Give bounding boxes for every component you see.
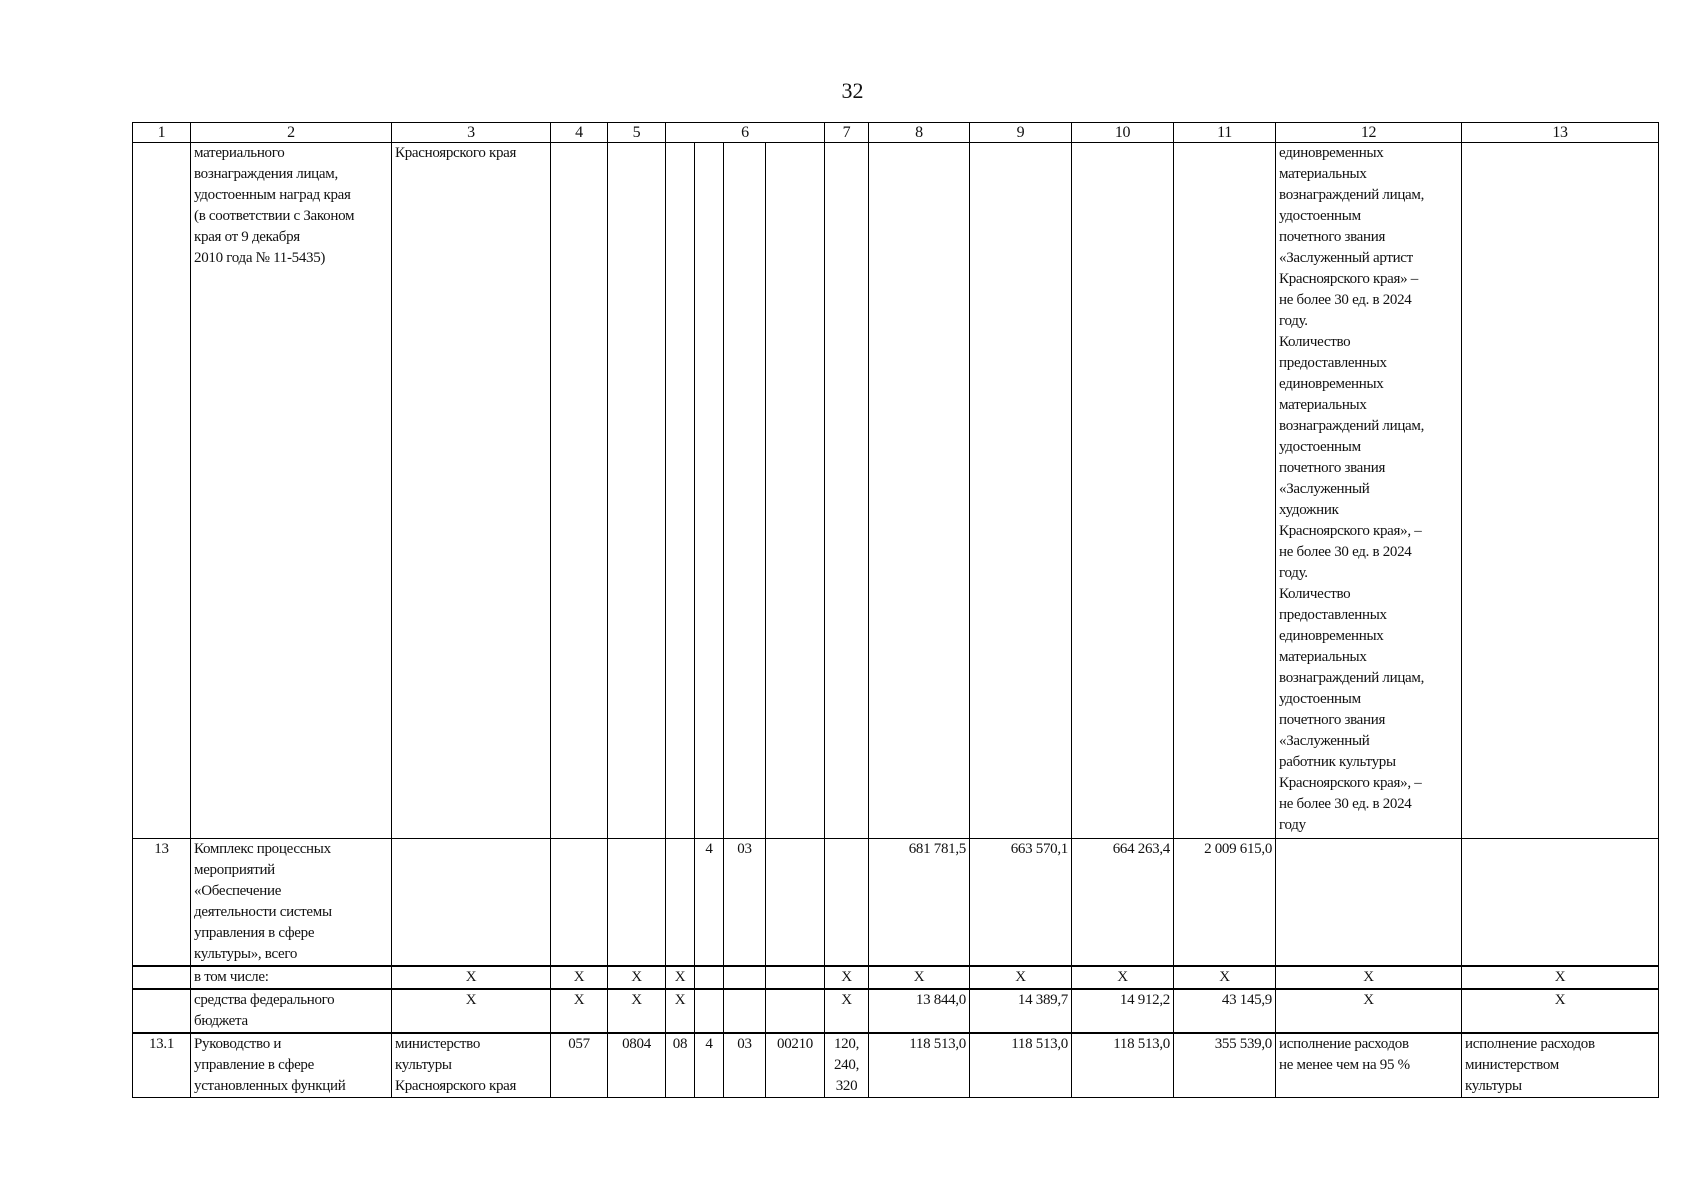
cell — [766, 966, 825, 989]
header-cell: 5 — [608, 123, 666, 143]
cell-value: 355 539,0 — [1174, 1033, 1276, 1098]
header-cell: 8 — [869, 123, 970, 143]
cell — [766, 989, 825, 1033]
header-cell: 2 — [191, 123, 392, 143]
cell-x: X — [1276, 989, 1462, 1033]
cell — [869, 143, 970, 839]
header-cell: 13 — [1462, 123, 1659, 143]
cell — [825, 143, 869, 839]
cell — [766, 839, 825, 967]
table-row-continued — [133, 143, 1659, 839]
header-cell: 7 — [825, 123, 869, 143]
table-row-including — [133, 966, 1659, 989]
cell-result: исполнение расходов министерством культуры — [1462, 1033, 1659, 1098]
cell-value: 664 263,4 — [1072, 839, 1174, 967]
cell-x: X — [869, 966, 970, 989]
cell-x: X — [1462, 966, 1659, 989]
cell-x: X — [551, 989, 608, 1033]
cell-number: 13.1 — [133, 1033, 191, 1098]
cell-executor: министерство культуры Красноярского края — [392, 1033, 551, 1098]
cell — [825, 839, 869, 967]
page-number: 32 — [841, 78, 864, 103]
cell — [608, 143, 666, 839]
cell-result: исполнение расходов не менее чем на 95 % — [1276, 1033, 1462, 1098]
table-row-federal — [133, 989, 1659, 1033]
cell — [666, 143, 695, 839]
cell — [724, 143, 766, 839]
cell-value: 14 912,2 — [1072, 989, 1174, 1033]
cell-x: X — [825, 966, 869, 989]
table-row-13 — [133, 839, 1659, 967]
cell — [551, 839, 608, 967]
header-cell: 4 — [551, 123, 608, 143]
cell-x: X — [1174, 966, 1276, 989]
header-cell: 11 — [1174, 123, 1276, 143]
cell-code: 0804 — [608, 1033, 666, 1098]
cell — [1462, 143, 1659, 839]
header-cell: 3 — [392, 123, 551, 143]
cell-name: Комплекс процессных мероприятий «Обеспечение деятельности системы управления в сфере культуры», всего — [191, 839, 392, 967]
cell-value: 118 513,0 — [970, 1033, 1072, 1098]
cell-x: X — [551, 966, 608, 989]
cell — [695, 966, 724, 989]
cell-x: X — [666, 989, 695, 1033]
cell-code: 03 — [724, 839, 766, 967]
table-header-row — [133, 123, 1659, 143]
cell-value: 118 513,0 — [1072, 1033, 1174, 1098]
cell — [766, 143, 825, 839]
cell-value: 663 570,1 — [970, 839, 1072, 967]
cell-code: 00210 — [766, 1033, 825, 1098]
cell-x: X — [1462, 989, 1659, 1033]
cell — [970, 143, 1072, 839]
cell-code: 4 — [695, 839, 724, 967]
cell-x: X — [392, 966, 551, 989]
cell-result: единовременных материальных вознаграждений лицам, удостоенным почетного звания «Заслуженный артист Красноярского края» – не более 30 ед. в 2024 году. Количество предоставленных единовременных материальных вознаграждений лицам, удостоенным почетного звания «Заслуженный художник Красноярского края», – не более 30 ед. в 2024 году. Количество предоставленных единовременных материальных вознаграждений лицам, удостоенным почетного звания «Заслуженный работник культуры Красноярского края», – не более 30 ед. в 2024 году — [1276, 143, 1462, 839]
cell — [1174, 143, 1276, 839]
cell-x: X — [608, 989, 666, 1033]
budget-table — [132, 122, 1659, 1098]
cell — [608, 839, 666, 967]
cell-name: в том числе: — [191, 966, 392, 989]
header-cell: 10 — [1072, 123, 1174, 143]
header-cell: 6 — [666, 123, 825, 143]
cell — [133, 143, 191, 839]
cell — [695, 143, 724, 839]
table-row-13-1 — [133, 1033, 1659, 1098]
cell-value: 681 781,5 — [869, 839, 970, 967]
cell-value: 14 389,7 — [970, 989, 1072, 1033]
cell-code: 120, 240, 320 — [825, 1033, 869, 1098]
cell — [1072, 143, 1174, 839]
cell-value: 2 009 615,0 — [1174, 839, 1276, 967]
cell-executor: Красноярского края — [392, 143, 551, 839]
cell-value: 43 145,9 — [1174, 989, 1276, 1033]
cell-x: X — [608, 966, 666, 989]
cell-value: 118 513,0 — [869, 1033, 970, 1098]
header-cell: 9 — [970, 123, 1072, 143]
cell-code: 4 — [695, 1033, 724, 1098]
cell-number: 13 — [133, 839, 191, 967]
cell — [724, 966, 766, 989]
cell-x: X — [1276, 966, 1462, 989]
cell — [724, 989, 766, 1033]
cell-x: X — [970, 966, 1072, 989]
cell-code: 03 — [724, 1033, 766, 1098]
cell — [1462, 839, 1659, 967]
cell — [666, 839, 695, 967]
cell-x: X — [666, 966, 695, 989]
cell-x: X — [825, 989, 869, 1033]
cell — [392, 839, 551, 967]
cell-name: Руководство и управление в сфере установленных функций — [191, 1033, 392, 1098]
cell-name: средства федерального бюджета — [191, 989, 392, 1033]
cell-x: X — [1072, 966, 1174, 989]
cell — [1276, 839, 1462, 967]
cell — [551, 143, 608, 839]
cell-name: материального вознаграждения лицам, удостоенным наград края (в соответствии с Законом края от 9 декабря 2010 года № 11-5435) — [191, 143, 392, 839]
cell-value: 13 844,0 — [869, 989, 970, 1033]
cell-x: X — [392, 989, 551, 1033]
header-cell: 12 — [1276, 123, 1462, 143]
header-cell: 1 — [133, 123, 191, 143]
cell — [133, 989, 191, 1033]
cell-code: 08 — [666, 1033, 695, 1098]
cell-code: 057 — [551, 1033, 608, 1098]
cell — [133, 966, 191, 989]
cell — [695, 989, 724, 1033]
